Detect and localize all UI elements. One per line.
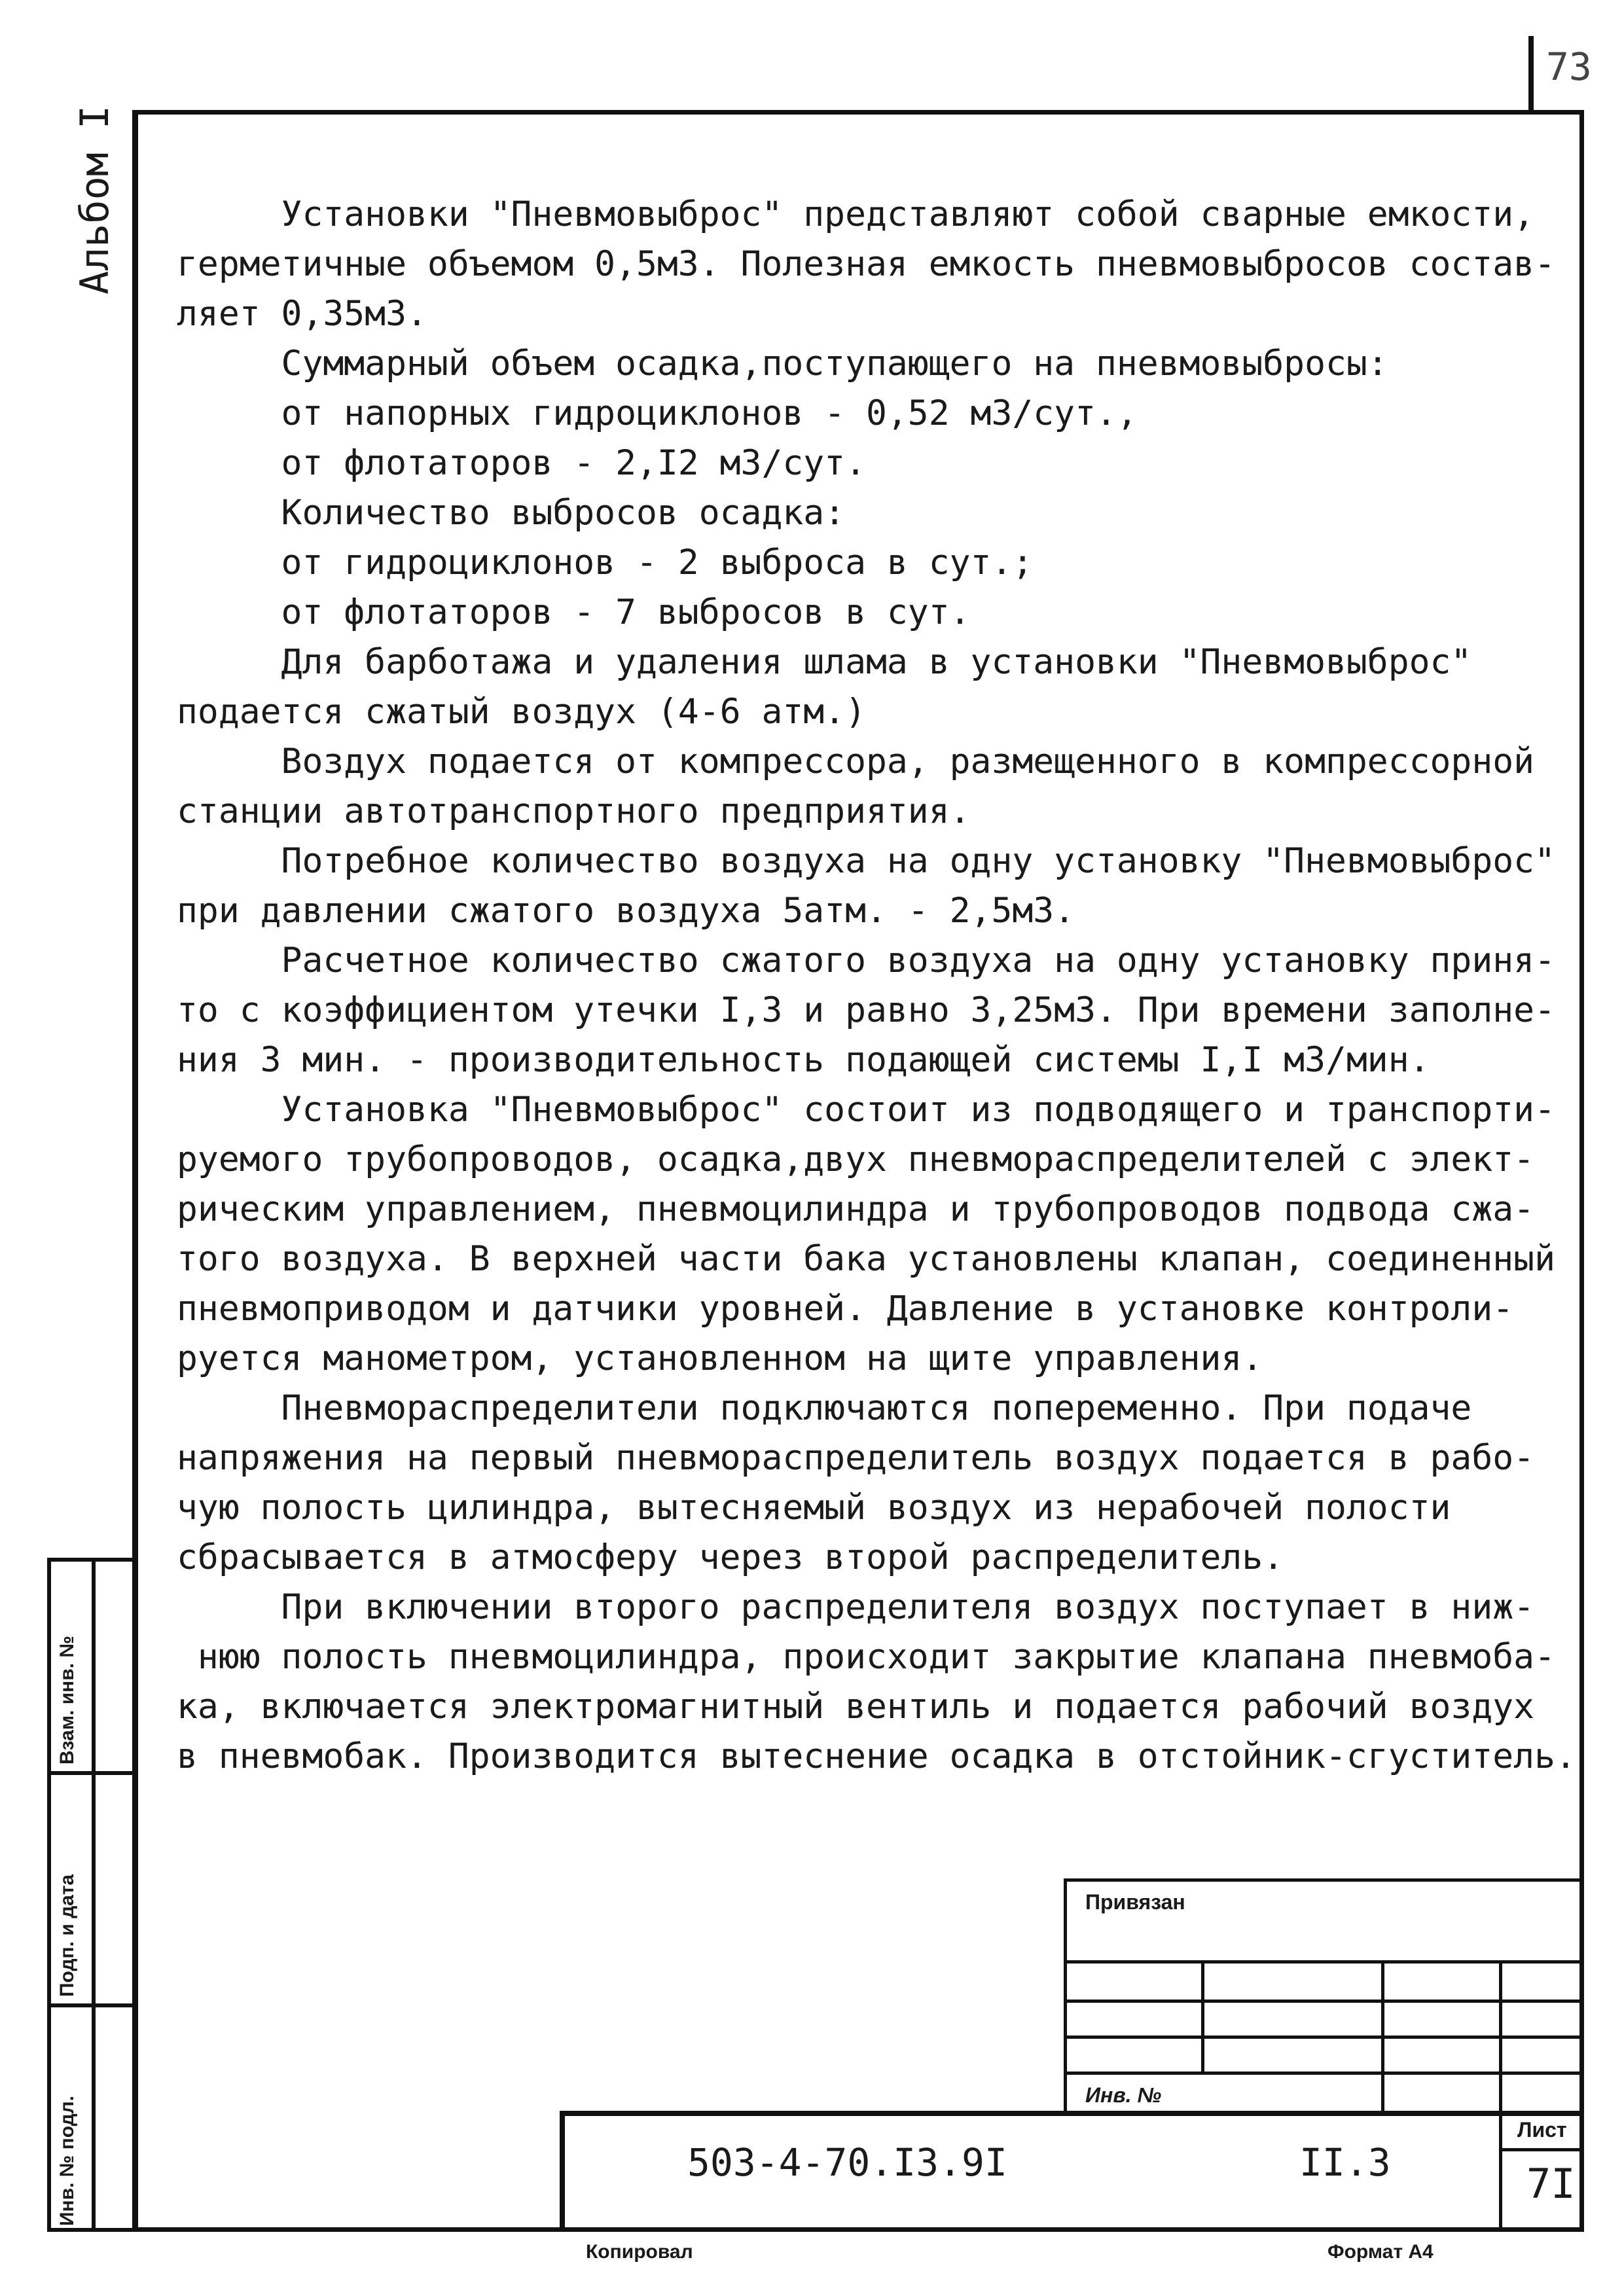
tb-line bbox=[1064, 1878, 1584, 1882]
tb-line bbox=[1381, 1960, 1384, 2114]
body-line: от напорных гидроциклонов - 0,52 м3/сут., bbox=[177, 393, 1138, 433]
body-line: при давлении сжатого воздуха 5атм. - 2,5м3. bbox=[177, 891, 1075, 931]
body-line: Для барботажа и удаления шлама в установки "Пневмовыброс" bbox=[177, 642, 1472, 682]
stamp-inner-line bbox=[92, 1562, 96, 2228]
section-number: II.3 bbox=[1299, 2140, 1391, 2185]
tb-privyazan-label: Привязан bbox=[1085, 1890, 1185, 1914]
body-line: ка, включается электромагнитный вентиль и подается рабочий воздух bbox=[177, 1687, 1535, 1727]
stamp-inv-podl: Инв. № подл. bbox=[56, 2095, 78, 2226]
body-line: подается сжатый воздух (4-6 атм.) bbox=[177, 692, 866, 732]
body-line: станции автотранспортного предприятия. bbox=[177, 791, 971, 831]
body-line: Расчетное количество сжатого воздуха на одну установку приня- bbox=[177, 941, 1555, 980]
corner-page-number: 73 bbox=[1546, 45, 1592, 89]
tb-line bbox=[1499, 2111, 1502, 2232]
corner-bar bbox=[1528, 36, 1534, 111]
body-line: Количество выбросов осадка: bbox=[177, 493, 846, 533]
tb-line bbox=[1064, 2072, 1584, 2075]
body-line: При включении второго распределителя воздух поступает в ниж- bbox=[177, 1587, 1535, 1627]
body-line: то с коэффициентом утечки I,3 и равно 3,25м3. При времени заполне- bbox=[177, 990, 1555, 1030]
tb-line bbox=[1201, 1960, 1204, 2075]
stamp-separator bbox=[51, 1771, 136, 1775]
body-line: руемого трубопроводов, осадка,двух пневмораспределителей с элект- bbox=[177, 1139, 1535, 1179]
body-text bbox=[177, 190, 1576, 1782]
tb-line bbox=[1499, 1960, 1502, 2114]
sheet-label: Лист bbox=[1517, 2118, 1567, 2142]
document-code: 503-4-70.I3.9I bbox=[687, 2140, 1007, 2185]
footer-format: Формат А4 bbox=[1327, 2241, 1434, 2263]
sheet-number: 7I bbox=[1526, 2160, 1576, 2208]
footer-copied: Копировал bbox=[586, 2241, 693, 2263]
album-label: Альбом I bbox=[72, 105, 118, 295]
body-line: нюю полость пневмоцилиндра, происходит закрытие клапана пневмоба- bbox=[177, 1637, 1555, 1677]
body-line: от гидроциклонов - 2 выброса в сут.; bbox=[177, 543, 1034, 583]
body-line: того воздуха. В верхней части бака установлены клапан, соединенный bbox=[177, 1239, 1555, 1279]
body-line: Пневмораспределители подключаются попеременно. При подаче bbox=[177, 1388, 1472, 1428]
body-line: руется манометром, установленном на щите управления. bbox=[177, 1338, 1263, 1378]
body-line: от флотаторов - 7 выбросов в сут. bbox=[177, 592, 971, 632]
stamp-vzam-inv: Взам. инв. № bbox=[56, 1636, 78, 1765]
body-line: Установка "Пневмовыброс" состоит из подводящего и транспорти- bbox=[177, 1090, 1555, 1130]
body-line: рическим управлением, пневмоцилиндра и трубопроводов подвода сжа- bbox=[177, 1189, 1535, 1229]
body-line: герметичные объемом 0,5м3. Полезная емкость пневмовыбросов состав- bbox=[177, 244, 1555, 284]
body-line: напряжения на первый пневмораспределитель воздух подается в рабо- bbox=[177, 1438, 1535, 1478]
stamp-separator bbox=[51, 2003, 136, 2007]
body-line: пневмоприводом и датчики уровней. Давление в установке контроли- bbox=[177, 1289, 1514, 1329]
body-line: ляет 0,35м3. bbox=[177, 294, 427, 334]
stamp-column bbox=[47, 1558, 132, 2232]
tb-line bbox=[1064, 2000, 1584, 2003]
body-line: Потребное количество воздуха на одну установку "Пневмовыброс" bbox=[177, 841, 1555, 881]
body-line: чую полость цилиндра, вытесняемый воздух из нерабочей полости bbox=[177, 1488, 1451, 1528]
body-line: ния 3 мин. - производительность подающей системы I,I м3/мин. bbox=[177, 1040, 1430, 1080]
body-line: Воздух подается от компрессора, размещенного в компрессорной bbox=[177, 742, 1535, 781]
body-line: сбрасывается в атмосферу через второй распределитель. bbox=[177, 1537, 1284, 1577]
tb-line bbox=[1064, 2036, 1584, 2039]
body-line: от флотаторов - 2,I2 м3/сут. bbox=[177, 443, 866, 483]
tb-line bbox=[1499, 2148, 1584, 2151]
tb-inv-label: Инв. № bbox=[1085, 2083, 1162, 2107]
body-line: в пневмобак. Производится вытеснение осадка в отстойник-сгуститель. bbox=[177, 1736, 1576, 1776]
tb-line bbox=[1064, 1878, 1067, 2114]
stamp-podp-data: Подп. и дата bbox=[56, 1874, 78, 1997]
body-line: Установки "Пневмовыброс" представляют собой сварные емкости, bbox=[177, 194, 1535, 234]
tb-line bbox=[1064, 1960, 1584, 1964]
body-line: Суммарный объем осадка,поступающего на пневмовыбросы: bbox=[177, 344, 1388, 384]
